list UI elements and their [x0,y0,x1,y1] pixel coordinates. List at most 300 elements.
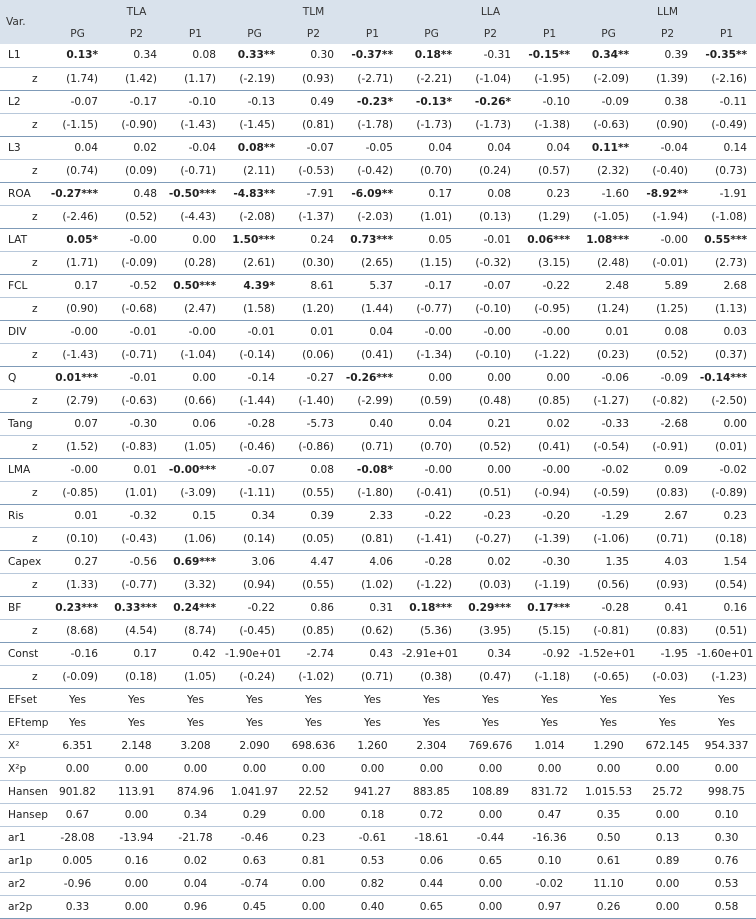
table-cell: (-0.32) [461,251,520,274]
table-cell: 0.02 [461,550,520,573]
table-cell: 0.02 [520,412,579,435]
table-cell: (-1.38) [520,113,579,136]
table-cell: 0.82 [343,872,402,895]
table-cell: (-0.54) [579,435,638,458]
table-cell: (0.13) [461,205,520,228]
table-cell: 0.02 [166,849,225,872]
table-cell: 0.17 [48,274,107,297]
table-cell: 0.76 [697,849,756,872]
table-cell: (0.66) [166,389,225,412]
row-label: LAT [0,228,48,251]
table-cell: (-1.05) [579,205,638,228]
table-cell: 0.24 [284,228,343,251]
subcolumn-header: PG [225,24,284,44]
table-cell: (-1.15) [48,113,107,136]
table-cell: -0.74 [225,872,284,895]
table-cell: 0.04 [166,872,225,895]
table-cell: 0.06 [166,412,225,435]
table-cell: -0.44 [461,826,520,849]
table-cell: -21.78 [166,826,225,849]
table-cell: 0.00 [520,366,579,389]
statistic-row [0,757,756,780]
row-label: DIV [0,320,48,343]
table-cell: (0.70) [402,159,461,182]
z-stat-row [0,573,756,596]
table-cell: -0.50*** [166,182,225,205]
table-cell: Yes [638,711,697,734]
row-label: z [0,113,48,136]
table-cell: -0.15** [528,49,571,62]
table-cell: 0.47 [520,803,579,826]
coefficient-row [0,458,756,481]
row-label: Ris [0,504,48,527]
table-cell: (0.48) [461,389,520,412]
table-cell: -0.46 [225,826,284,849]
table-cell: 0.06*** [520,228,579,251]
table-cell: 2.68 [697,274,756,297]
table-cell: (-1.04) [461,67,520,90]
table-cell: -0.07 [284,136,343,159]
table-cell: 1.260 [343,734,402,757]
table-cell: -0.17 [402,274,461,297]
group-header-tlm: TLM [225,0,402,24]
table-cell: (-2.99) [343,389,402,412]
subcolumn-header: P1 [166,24,225,44]
table-cell: -0.00 [48,320,107,343]
table-cell: (-2.46) [48,205,107,228]
table-cell: (1.01) [402,205,461,228]
row-label: EFset [0,688,48,711]
subcolumn-header: P2 [638,24,697,44]
table-cell: (0.18) [107,665,166,688]
table-cell: -0.01 [107,366,166,389]
table-cell: 0.21 [461,412,520,435]
row-label: z [0,251,48,274]
table-cell: Yes [225,688,284,711]
table-cell: (0.62) [343,619,402,642]
table-cell: (0.23) [579,343,638,366]
table-cell: 1.041.97 [225,780,284,803]
table-cell: -0.01 [107,320,166,343]
table-cell: 0.30 [310,49,334,62]
table-cell: (-1.02) [284,665,343,688]
table-cell: 0.34 [225,504,284,527]
table-cell: (-0.90) [107,113,166,136]
table-cell: 0.33** [237,49,275,62]
table-cell: (-1.73) [461,113,520,136]
table-cell: (2.47) [166,297,225,320]
table-cell: 0.34** [591,49,630,62]
table-cell: (0.90) [48,297,107,320]
table-cell: 0.01 [48,504,107,527]
row-label: Tang [0,412,48,435]
table-cell: 0.65 [402,895,461,918]
table-cell: -16.36 [520,826,579,849]
z-stat-row [0,619,756,642]
table-cell: 0.17 [107,642,166,665]
table-cell: (0.70) [402,435,461,458]
table-cell: 0.42 [166,642,225,665]
table-cell: 0.005 [48,849,107,872]
row-label: z [0,665,48,688]
table-cell: 0.00 [107,895,166,918]
table-cell: 0.30 [697,826,756,849]
table-cell: 0.00 [697,757,756,780]
table-cell: (-2.50) [697,389,756,412]
row-label: ROA [0,182,48,205]
table-cell: 2.304 [402,734,461,757]
table-cell: 0.04 [343,320,402,343]
table-cell: 0.00 [461,895,520,918]
table-cell: (-0.46) [225,435,284,458]
row-label: z [0,297,48,320]
table-cell: 0.96 [166,895,225,918]
table-cell: (-1.34) [402,343,461,366]
row-label: z [0,389,48,412]
table-cell: (2.73) [697,251,756,274]
table-cell: (1.05) [166,435,225,458]
table-cell: -0.00 [402,458,461,481]
table-cell: -0.00 [166,320,225,343]
table-cell: 0.00 [461,757,520,780]
table-cell: 0.08** [225,136,284,159]
table-cell: (0.01) [697,435,756,458]
table-cell: 0.03 [697,320,756,343]
table-cell: (1.44) [343,297,402,320]
coefficient-row [0,90,756,113]
table-cell: -0.22 [402,504,461,527]
table-cell: (-0.65) [579,665,638,688]
table-cell: (-0.53) [284,159,343,182]
table-cell: 1.54 [697,550,756,573]
table-cell: -0.33 [579,412,638,435]
table-cell: (0.52) [461,435,520,458]
table-cell: -0.00 [461,320,520,343]
table-cell: -0.26* [461,90,520,113]
table-cell: 25.72 [638,780,697,803]
table-cell: 0.09 [638,458,697,481]
table-cell: -0.01 [461,228,520,251]
table-cell: -0.27*** [48,182,107,205]
z-stat-row [0,435,756,458]
table-cell: 941.27 [343,780,402,803]
table-cell: Yes [284,711,343,734]
coefficient-row [0,642,756,665]
table-cell: 2.48 [579,274,638,297]
table-cell: (0.51) [697,619,756,642]
group-header-llm: LLM [579,0,756,24]
table-cell: 0.38 [638,90,697,113]
coefficient-row [0,136,756,159]
table-cell: (-1.41) [402,527,461,550]
table-cell: 0.65 [461,849,520,872]
table-cell: (2.11) [225,159,284,182]
z-stat-row [0,67,756,90]
coefficient-row [0,412,756,435]
table-cell: (0.18) [697,527,756,550]
table-cell: -0.56 [107,550,166,573]
table-cell: (0.05) [284,527,343,550]
table-cell: 698.636 [284,734,343,757]
subcolumn-header: P2 [107,24,166,44]
table-cell: 0.63 [225,849,284,872]
table-cell: (2.48) [579,251,638,274]
table-cell: (-0.43) [107,527,166,550]
table-cell: (0.74) [48,159,107,182]
table-cell: (0.90) [638,113,697,136]
table-cell: 0.00 [638,757,697,780]
table-cell: (-1.04) [166,343,225,366]
table-cell: 108.89 [461,780,520,803]
table-cell: 831.72 [520,780,579,803]
table-cell: (1.29) [520,205,579,228]
table-cell: -0.16 [48,642,107,665]
row-label: LMA [0,458,48,481]
table-cell: (0.71) [343,665,402,688]
table-cell: Yes [166,711,225,734]
table-cell: 0.81 [284,849,343,872]
table-cell: (1.17) [166,67,225,90]
z-stat-row [0,113,756,136]
table-cell: -1.29 [579,504,638,527]
table-cell: 0.49 [284,90,343,113]
z-stat-row [0,205,756,228]
table-cell: (0.38) [402,665,461,688]
statistic-row [0,688,756,711]
table-cell: (1.20) [284,297,343,320]
table-cell: 0.04 [402,136,461,159]
table-cell: Yes [638,688,697,711]
table-cell: -0.04 [166,136,225,159]
table-cell: Yes [48,711,107,734]
z-stat-row [0,343,756,366]
table-cell: (1.13) [697,297,756,320]
table-cell: 0.39 [284,504,343,527]
row-label: EFtemp [0,711,48,734]
table-cell: Yes [166,688,225,711]
table-cell: (0.83) [638,619,697,642]
table-cell: -0.23* [343,90,402,113]
table-cell: 0.17*** [520,596,579,619]
table-cell: 0.61 [579,849,638,872]
table-cell: 0.00 [107,872,166,895]
table-cell: 0.00 [461,872,520,895]
table-cell: (2.32) [579,159,638,182]
row-label: z [0,619,48,642]
table-cell: -8.92** [638,182,697,205]
table-cell: 0.58 [697,895,756,918]
table-cell: -0.37** [351,49,393,62]
coefficient-row [0,320,756,343]
table-cell: (-1.22) [520,343,579,366]
table-cell: 0.40 [343,412,402,435]
table-cell: 0.69*** [166,550,225,573]
table-cell: (-0.81) [579,619,638,642]
table-cell: (-0.95) [520,297,579,320]
coefficient-row [0,550,756,573]
table-cell: (-2.09) [579,67,638,90]
table-cell: (-0.10) [461,297,520,320]
table-cell: (0.51) [461,481,520,504]
table-cell: (1.52) [48,435,107,458]
table-cell: (-1.11) [225,481,284,504]
table-cell: -0.92 [520,642,579,665]
table-cell: 0.26 [579,895,638,918]
table-cell: 0.00 [107,757,166,780]
table-cell: (0.52) [107,205,166,228]
table-cell: -28.08 [48,826,107,849]
table-cell: 0.43 [343,642,402,665]
table-cell: (2.61) [225,251,284,274]
row-label: z [0,527,48,550]
table-cell: Yes [579,688,638,711]
table-cell: -0.10 [520,90,579,113]
table-cell: -0.35** [705,49,748,62]
table-cell: 0.41 [638,596,697,619]
table-cell: (1.58) [225,297,284,320]
table-cell: (-2.21) [402,67,461,90]
table-cell: -0.14 [225,366,284,389]
table-cell: -0.96 [48,872,107,895]
table-cell: (0.03) [461,573,520,596]
table-cell: -0.17 [107,90,166,113]
table-cell: (0.09) [107,159,166,182]
table-cell: 0.72 [402,803,461,826]
table-cell: Yes [520,711,579,734]
table-cell: 0.00 [461,366,520,389]
subcolumn-header: P1 [520,24,579,44]
table-cell: 0.08 [284,458,343,481]
table-cell: 0.29*** [461,596,520,619]
table-cell: (-0.71) [107,343,166,366]
table-cell: 0.00 [166,228,225,251]
table-cell: 22.52 [284,780,343,803]
table-cell: -0.28 [402,550,461,573]
table-cell: 901.82 [48,780,107,803]
subcolumn-header: P2 [284,24,343,44]
table-cell: 0.14 [697,136,756,159]
table-cell: -0.23 [461,504,520,527]
table-cell: (-1.40) [284,389,343,412]
table-cell: 0.04 [520,136,579,159]
table-cell: (-3.09) [166,481,225,504]
table-cell: Yes [343,711,402,734]
table-cell: 0.08 [192,49,216,62]
table-cell: 1.290 [579,734,638,757]
table-cell: (0.57) [520,159,579,182]
table-cell: -0.00*** [166,458,225,481]
table-cell: 0.00 [225,757,284,780]
table-cell: 0.00 [697,412,756,435]
coefficient-row [0,228,756,251]
table-cell: (4.54) [107,619,166,642]
table-cell: (0.30) [284,251,343,274]
table-cell: (-0.24) [225,665,284,688]
table-cell: 0.40 [343,895,402,918]
table-cell: 0.34 [133,49,157,62]
table-cell: (-2.08) [225,205,284,228]
table-cell: (0.71) [638,527,697,550]
z-stat-row [0,159,756,182]
table-cell: 0.06 [402,849,461,872]
table-cell: (1.74) [48,67,107,90]
table-cell: 0.50*** [166,274,225,297]
statistic-row [0,734,756,757]
table-cell: (-0.41) [402,481,461,504]
table-cell: -0.00 [402,320,461,343]
table-cell: (1.71) [48,251,107,274]
table-cell: -0.07 [461,274,520,297]
table-cell: (-1.18) [520,665,579,688]
table-cell: (8.68) [48,619,107,642]
table-cell: -0.10 [166,90,225,113]
table-cell: (0.71) [343,435,402,458]
statistic-row [0,803,756,826]
table-cell: (3.32) [166,573,225,596]
table-cell: 0.31 [343,596,402,619]
table-cell: (1.05) [166,665,225,688]
z-stat-row [0,297,756,320]
row-label: L1 [8,49,21,62]
table-cell: 0.23 [697,504,756,527]
subcolumn-header: P1 [697,24,756,44]
table-cell: 0.05 [402,228,461,251]
table-cell: 874.96 [166,780,225,803]
table-cell: 4.06 [343,550,402,573]
table-cell: -0.26*** [343,366,402,389]
table-cell: (5.15) [520,619,579,642]
table-cell: 0.01 [579,320,638,343]
table-cell: 0.10 [697,803,756,826]
table-cell: 0.00 [461,458,520,481]
table-cell: Yes [48,688,107,711]
table-cell: Yes [579,711,638,734]
table-cell: -0.30 [107,412,166,435]
table-cell: 0.53 [343,849,402,872]
table-cell: (0.06) [284,343,343,366]
table-cell: (-2.16) [697,67,756,90]
table-cell: (-0.91) [638,435,697,458]
table-cell: 1.50*** [225,228,284,251]
table-cell: 0.16 [107,849,166,872]
table-cell: 0.00 [520,757,579,780]
table-cell: (1.42) [107,67,166,90]
statistic-row [0,895,756,918]
table-cell: (0.52) [638,343,697,366]
table-cell: (-2.03) [343,205,402,228]
table-cell: -0.02 [520,872,579,895]
table-cell: (3.95) [461,619,520,642]
table-cell: 0.55*** [697,228,756,251]
table-cell: (-0.94) [520,481,579,504]
table-cell: 0.13 [638,826,697,849]
table-cell: Yes [284,688,343,711]
table-cell: (3.15) [520,251,579,274]
table-cell: (-0.10) [461,343,520,366]
table-cell: 0.00 [48,757,107,780]
subcolumn-header: PG [48,24,107,44]
table-cell: Yes [343,688,402,711]
table-cell: (-1.45) [225,113,284,136]
table-cell: 113.91 [107,780,166,803]
table-cell: (-2.19) [225,67,284,90]
table-cell: (-0.01) [638,251,697,274]
table-cell: (-1.22) [402,573,461,596]
table-cell: 0.18** [414,49,452,62]
table-cell: 0.23 [284,826,343,849]
table-cell: 0.89 [638,849,697,872]
row-label: L2 [0,90,48,113]
